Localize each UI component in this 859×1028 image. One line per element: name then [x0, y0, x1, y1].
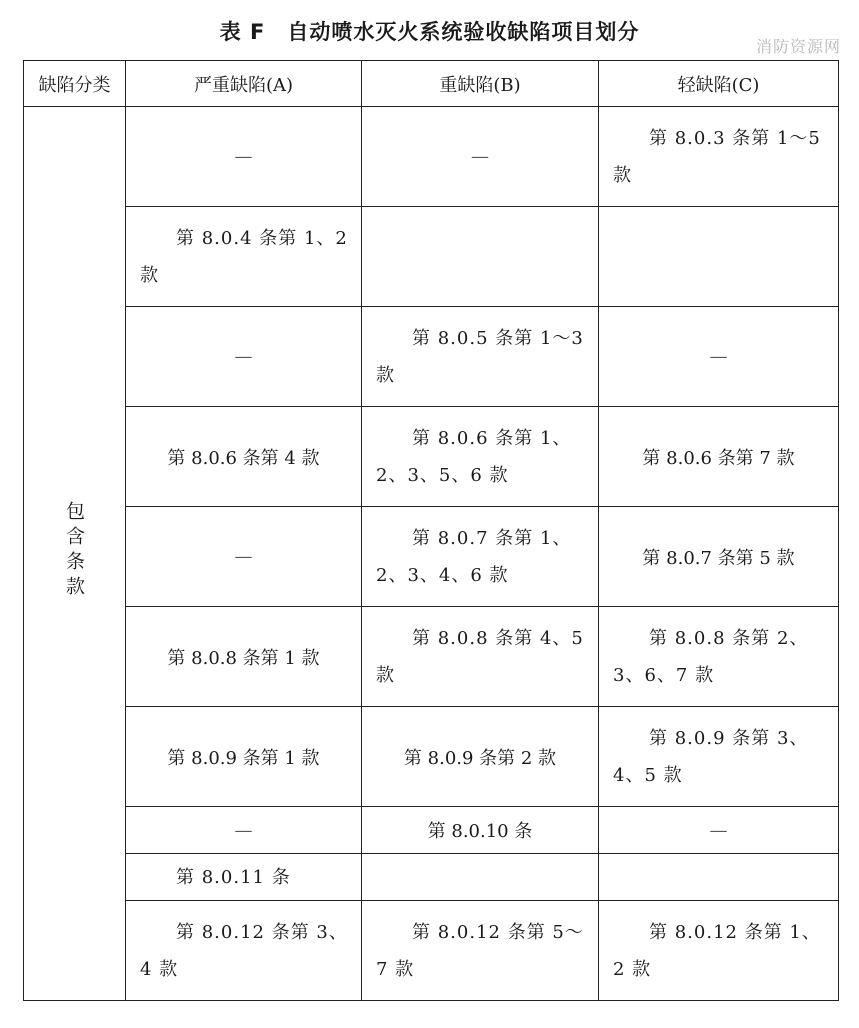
cell-b-text: 第 8.0.8 条第 4、5 款: [376, 627, 584, 686]
cell-c-text: 第 8.0.6 条第 7 款: [642, 447, 795, 469]
cell-c-text: —: [709, 346, 728, 367]
cell-b: [362, 807, 599, 854]
cell-c: [599, 901, 839, 1001]
cell-b: [362, 607, 599, 707]
table-row: [24, 807, 839, 854]
cell-c: [599, 854, 839, 901]
cell-c-text: 第 8.0.9 条第 3、4、5 款: [613, 727, 809, 786]
cell-b: [362, 207, 599, 307]
cell-c-text: 第 8.0.7 条第 5 款: [642, 547, 795, 569]
cell-b-text: 第 8.0.9 条第 2 款: [403, 747, 557, 769]
cell-a-text: 第 8.0.11 条: [176, 866, 291, 888]
table-row: [24, 901, 839, 1001]
row-category-label: 包含条款: [63, 501, 85, 601]
table-row: [24, 307, 839, 407]
cell-a: [126, 507, 362, 607]
cell-c: [599, 707, 839, 807]
cell-b-text: —: [471, 146, 489, 167]
table-row: [24, 107, 839, 207]
cell-b-text: 第 8.0.6 条第 1、2、3、5、6 款: [376, 427, 572, 486]
cell-c: [599, 507, 839, 607]
cell-a: [126, 407, 362, 507]
cell-a: [126, 107, 362, 207]
header-row: [24, 61, 839, 107]
cell-b: [362, 507, 599, 607]
table-row: [24, 507, 839, 607]
cell-a: [126, 307, 362, 407]
table-title: 表 F 自动喷水灭火系统验收缺陷项目划分: [219, 20, 640, 44]
cell-a: [126, 854, 362, 901]
cell-a-text: 第 8.0.6 条第 4 款: [167, 447, 320, 469]
header-minor-c: 轻缺陷(C): [599, 61, 839, 107]
cell-c: [599, 407, 839, 507]
row-category-cell: [24, 107, 126, 1001]
cell-b: [362, 407, 599, 507]
table-row: [24, 854, 839, 901]
cell-b-text: 第 8.0.7 条第 1、2、3、4、6 款: [376, 527, 572, 586]
cell-c: [599, 107, 839, 207]
cell-b-text: 第 8.0.10 条: [427, 821, 533, 842]
cell-c: [599, 207, 839, 307]
cell-c-text: 第 8.0.12 条第 1、2 款: [613, 921, 821, 980]
cell-a-text: 第 8.0.8 条第 1 款: [167, 647, 320, 669]
cell-a-text: 第 8.0.12 条第 3、4 款: [140, 921, 348, 980]
cell-b: [362, 901, 599, 1001]
cell-b-text: 第 8.0.5 条第 1～3 款: [376, 327, 584, 386]
cell-a-text: —: [234, 819, 253, 841]
cell-c-text: 第 8.0.8 条第 2、3、6、7 款: [613, 627, 809, 686]
table-row: [24, 207, 839, 307]
cell-a-text: 第 8.0.9 条第 1 款: [167, 747, 320, 769]
table-row: [24, 607, 839, 707]
header-major-b: 重缺陷(B): [362, 61, 599, 107]
cell-a-text: —: [234, 346, 253, 367]
watermark: 消防资源网: [755, 37, 841, 56]
defect-classification-table: [23, 60, 839, 1001]
cell-a: [126, 607, 362, 707]
table-row: [24, 707, 839, 807]
header-category: 缺陷分类: [24, 61, 126, 107]
cell-a-text: —: [234, 546, 253, 567]
cell-a: [126, 807, 362, 854]
cell-b: [362, 307, 599, 407]
cell-a: [126, 901, 362, 1001]
cell-a: [126, 207, 362, 307]
cell-c: [599, 807, 839, 854]
cell-c: [599, 307, 839, 407]
cell-c-text: —: [709, 819, 728, 841]
cell-c: [599, 607, 839, 707]
cell-a: [126, 707, 362, 807]
header-critical-a: 严重缺陷(A): [126, 61, 362, 107]
cell-b: [362, 707, 599, 807]
cell-b: [362, 107, 599, 207]
cell-b: [362, 854, 599, 901]
cell-c-text: 第 8.0.3 条第 1～5 款: [613, 127, 821, 186]
cell-b-text: 第 8.0.12 条第 5～7 款: [376, 921, 584, 980]
cell-a-text: 第 8.0.4 条第 1、2 款: [140, 227, 348, 286]
cell-a-text: —: [234, 146, 253, 167]
table-row: [24, 407, 839, 507]
